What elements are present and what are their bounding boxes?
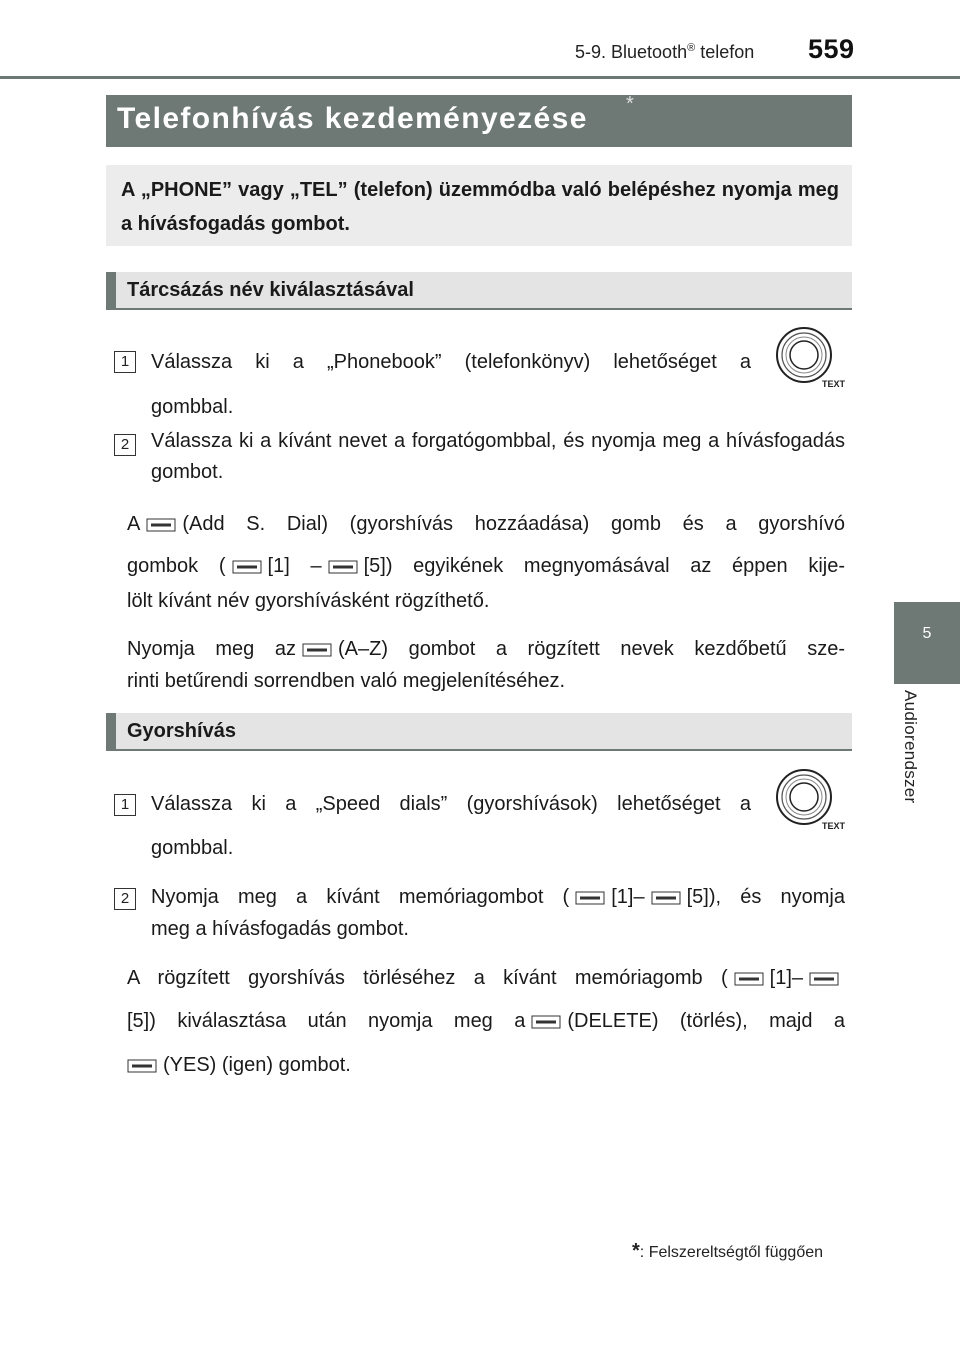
step-text: meg a hívásfogadás gombot. — [151, 918, 409, 940]
chapter-tab — [894, 602, 960, 684]
step-text: gombbal. — [151, 837, 234, 859]
step-text: Válassza ki a „Speed dials” (gyorshívások) lehetőséget a — [151, 793, 751, 815]
subheading-marker-1 — [106, 272, 116, 310]
note-line: A rögzített gyorshívás törléséhez a kívánt memóriagomb ( [1]– — [127, 960, 845, 996]
step-text: gombbal. — [151, 396, 234, 418]
tune-knob-icon — [774, 767, 846, 836]
step-number: 1 — [114, 794, 136, 816]
footnote: *: Felszereltségtől függően — [632, 1240, 824, 1262]
screen-button-icon — [651, 891, 681, 905]
note-line: rinti betűrendi sorrendben való megjelenítéséhez. — [127, 670, 566, 692]
note-line: (YES) (igen) gombot. — [127, 1047, 351, 1083]
screen-button-icon — [809, 972, 839, 986]
step-text: Nyomja meg a kívánt memóriagombot ( [1]– [5]), és nyomja — [151, 886, 845, 908]
step-number: 1 — [114, 351, 136, 373]
screen-button-icon — [575, 891, 605, 905]
step-text: Válassza ki a kívánt nevet a forgatógombbal, és nyomja meg a hívásfogadás gombot. — [151, 430, 845, 483]
subheading-2: Gyorshívás — [127, 720, 236, 742]
screen-button-icon — [146, 518, 176, 532]
screen-button-icon — [127, 1059, 157, 1073]
note-line: Nyomja meg az (A–Z) gombot a rögzített nevek kezdőbetű sze- — [127, 638, 845, 660]
header-rule — [0, 76, 960, 79]
step-number: 2 — [114, 434, 136, 456]
chapter-number: 5 — [922, 625, 932, 642]
screen-button-icon — [531, 1015, 561, 1029]
screen-button-icon — [232, 560, 262, 574]
svg-text:TEXT: TEXT — [822, 821, 846, 831]
screen-button-icon — [734, 972, 764, 986]
subheading-1: Tárcsázás név kiválasztásával — [127, 279, 414, 301]
note-line: A (Add S. Dial) (gyorshívás hozzáadása) gomb és a gyorshívó — [127, 513, 845, 535]
section-title: 5-9. Bluetooth® telefon — [575, 42, 755, 62]
page-title: Telefonhívás kezdeményezése — [117, 102, 588, 135]
note-line: gombok ( [1] – [5]) egyikének megnyomásával az éppen kije- — [127, 555, 846, 577]
page-number: 559 — [808, 34, 855, 64]
tune-knob-icon — [774, 325, 846, 394]
svg-text:TEXT: TEXT — [822, 379, 846, 389]
step-number: 2 — [114, 888, 136, 910]
subheading-marker-2 — [106, 713, 116, 751]
screen-button-icon — [302, 643, 332, 657]
note-line: lölt kívánt név gyorshívásként rögzíthető. — [127, 590, 490, 612]
screen-button-icon — [328, 560, 358, 574]
chapter-label: Audiorendszer — [901, 690, 920, 804]
note-line: [5]) kiválasztása után nyomja meg a (DELETE) (törlés), majd a — [127, 1010, 845, 1032]
intro-text: A „PHONE” vagy „TEL” (telefon) üzemmódba való belépéshez nyomja meg a hívásfogadás gombot. — [121, 179, 839, 235]
step-text: Válassza ki a „Phonebook” (telefonkönyv) lehetőséget a — [151, 351, 751, 373]
title-asterisk: * — [626, 93, 634, 115]
